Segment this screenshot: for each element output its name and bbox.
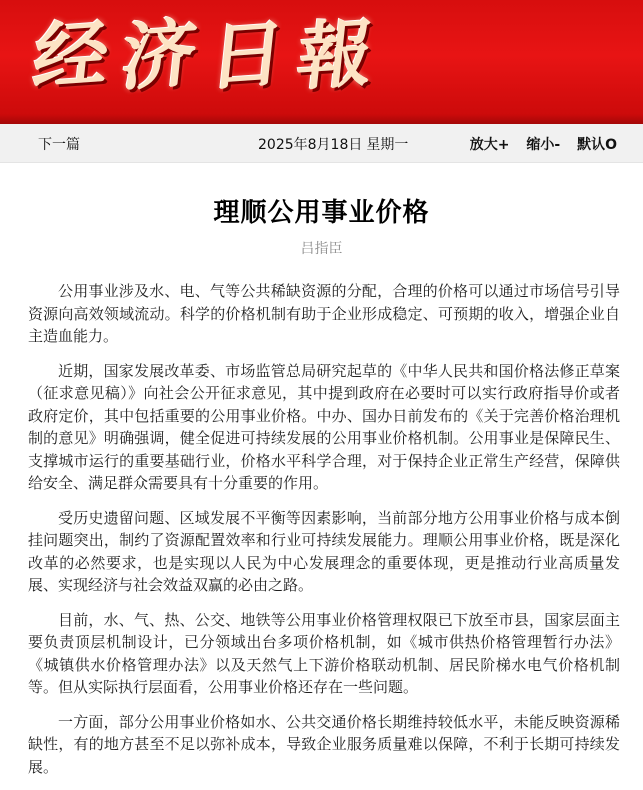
article-author: 吕指臣 [300,241,343,257]
zoom-in-button[interactable]: 放大+ [469,137,510,153]
logo-char-4: 報 [293,10,377,102]
article-title: 理顺公用事业价格 [213,198,430,228]
font-size-controls [470,134,617,154]
default-size-button[interactable]: 默认O [577,137,617,153]
publication-date [258,134,408,154]
zoom-out-button[interactable]: 缩小- [526,137,561,153]
next-article-link[interactable]: 下一篇 [38,137,80,153]
logo-char-1: 经 [29,10,113,102]
article-paragraph: 一方面，部分公用事业价格如水、公共交通价格长期维持较低水平，未能反映资源稀缺性，有的地方甚至不足以弥补成本，导致企业服务质量难以保障，不利于长期可持续发展。 [28,712,620,776]
logo-char-3: 日 [205,10,289,102]
weekday-text: 星期一 [366,137,409,153]
article-paragraph: 近期，国家发展改革委、市场监管总局研究起草的《中华人民共和国价格法修正草案（征求意见稿）》向社会公开征求意见，其中提到政府在必要时可以实行政府指导价或者政府定价，其中包括重要的公用事业价格。中办、国办日前发布的《关于完善价格治理机制的意见》明确强调，健全促进可持续发展的公用事业价格机制。公用事业是保障民生、支撑城市运行的重要基础行业，价格水平科学合理，对于保持企业正常生产经营，保障供给安全、满足群众需要具有十分重要的作用。 [28,361,620,492]
date-text: 2025年8月18日 [258,137,363,153]
article-paragraph: 目前，水、气、热、公交、地铁等公用事业价格管理权限已下放至市县，国家层面主要负责顶层机制设计，已分领域出台多项价格机制，如《城市供热价格管理暂行办法》《城镇供水价格管理办法》以及天然气上下游价格联动机制、居民阶梯水电气价格机制等。但从实际执行层面看，公用事业价格还存在一些问题。 [28,610,620,696]
logo-char-2: 济 [117,10,201,102]
masthead-banner [0,0,643,124]
article-paragraph: 公用事业涉及水、电、气等公共稀缺资源的分配，合理的价格可以通过市场信号引导资源向高效领域流动。科学的价格机制有助于企业形成稳定、可预期的收入，增强企业自主造血能力。 [28,282,620,345]
article-paragraph: 受历史遗留问题、区域发展不平衡等因素影响，当前部分地方公用事业价格与成本倒挂问题突出，制约了资源配置效率和行业可持续发展能力。理顺公用事业价格，既是深化改革的必然要求，也是实现以人民为中心发展理念的重要体现，更是推动行业高质量发展、实现经济与社会效益双赢的必由之路。 [28,508,620,594]
article-toolbar [0,124,643,163]
newspaper-logo [29,4,386,108]
article-body [28,280,620,790]
